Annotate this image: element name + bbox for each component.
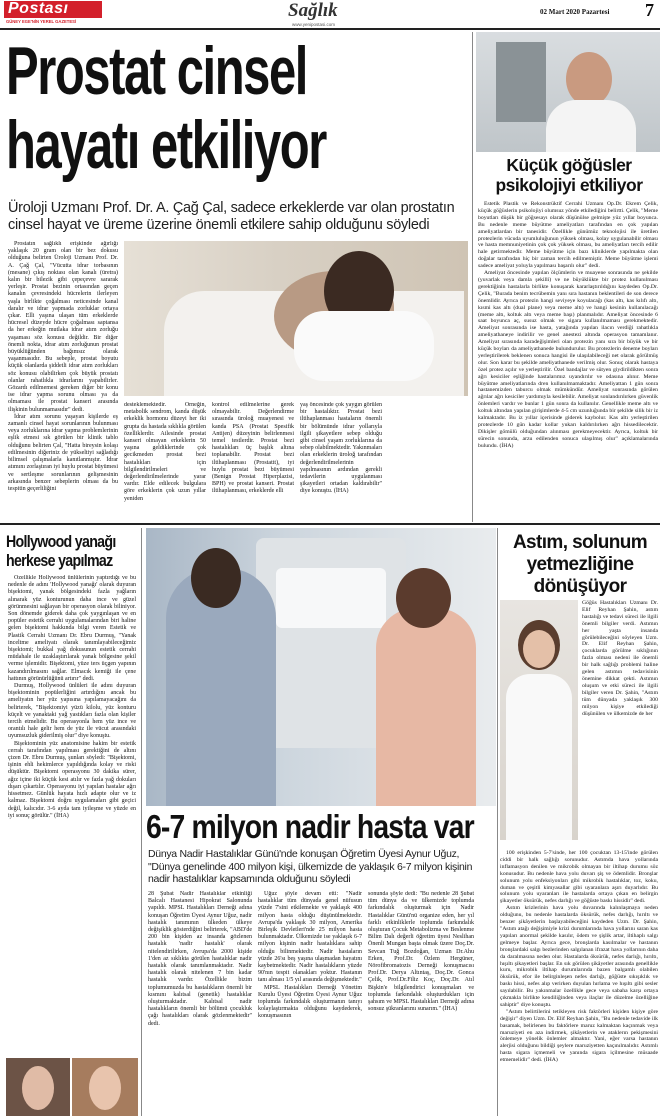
asthma-body-narrow: Göğüs Hastalıkları Uzmanı Dr. Elif Reyhan Şahin, astım hastalığı ve tedavi süreci ile ilgili önemli bilgiler verdi. Astımın her yaşta insanda görülebileceğini söyleyen Uzm. Dr. Elif Reyhan Şahin, çocuklarda görülme sıklığının fazla olması nedeni ile önemli bir halk sağlığı problemi haline gelen astımın tedavisinin önemine dikkat çekti. Astımın oluşum ve etki süreci ile ilgili bilgiler veren Dr. Şahin, "Astım tüm dünyada yaklaşık 300 milyon kişiye etkilediği düşünülen ve ülkemizde de her (582, 600, 658, 717)
hollywood-paragraph: Özellikle Hollywood ünlülerinin yaptırdığı ve bu nedenle de adını 'Hollywood yanağı' olarak duyuran bişektomi, yanak bölgesindeki fazla yağların alınarak yüz konturunun daha ince ve güzel görünmesini sağlayan bir operasyon olarak biliniyor. Son dönemde giderek daha çok yaygınlaşan ve en popüler estetik cerrahi uygulamalarından biri haline gelen bişektomi hakkında bilgi veren Estetik ve Plastik Cerrahi Uzmanı Dr. Ebru Durmuş, "Yanak inceltme ameliyatı olarak tanımlayabileceğimiz bişektomi; bukkal yağ dokusunun estetik cerrahi müdahale ile uzaklaştırılarak yanak bölgesine şekil verme işlemidir. Bişektomi, yüze ters üçgen yapının kazandırılmasını sağlar. Elmacık kemiği ile çene hattının görünürlüğünü artırır" dedi. (8, 575, 136, 682)
asthma-paragraph: 100 erişkinden 5-7'sinde, her 100 çocuktan 13-15'inde görülen ciddi bir halk sağlığı sorunudur. Astımda hava yollarında inflamasyon denilen ve mikrobik olmayan bir iltihap durumu söz konusudur. Bu nedenle hava yolu duvarı şiş ve ödemlidir. Bronşlar solunum yolu enfeksiyonları gibi mikrobik hastalıklar, toz, koku, duman ve çeşitli kimyasallar gibi uyaranlara aşırı duyarlıdır. Bu solunum yolu uyaranları ile hastalarda ortaya çıkan en belirgin şikayetler öksürük, nefes darlığı ve göğüste baskı hissidir" dedi. (500, 850, 658, 905)
section-divider (0, 523, 660, 525)
website: www.yenipostasi.com (292, 22, 336, 27)
page-number: 7 (645, 0, 654, 20)
logo-subtitle: GÜNEY EGE'NİN YEREL GAZETESİ (6, 19, 77, 24)
rare-column-2 (258, 891, 362, 1115)
hollywood-body (8, 575, 136, 1053)
hollywood-paragraph: Durmuş, Hollywood ünlüleri ile adını duyuran bişektominin popülerliğini artırdığını ancak bu ameliyatın her yüz yapısına yapılamayacağını da belirterek, "Bişektomiyi yüzü kilolu, yüz konturu küçelt ve yanaktaki yağ yastıkları fazla olan kişiler tercih etmelidir. Bu operasyonla hem yüz ince ve orantılı hale gelir hem de yüz ile vücut arasındaki uyumsuzluk giderilmiş olur" diye konuştu. (8, 683, 136, 740)
asthma-headline-line-1: Astım, solunum (512, 532, 648, 553)
breast-headline-line-2: psikolojiyi etkiliyor (495, 175, 643, 195)
issue-date: 02 Mart 2020 Pazartesi (540, 8, 610, 16)
rare-deck: Dünya Nadir Hastalıklar Günü'nde konuşan Öğretim Üyesi Aynur Uğuz, "Dünya genelinde 400 milyon kişi, ülkemizde de yaklaşık 6-7 milyon kişinin nadir hastalıklar kapsamında olduğunu söyledi (148, 848, 473, 885)
rare-headline: 6-7 milyon nadir hasta var (146, 808, 474, 845)
asthma-paragraph: Astım krizlerinin hava yolu duvarında kalınlaşmaya neden olduğunu, bu nedenle hastalarda öksürük, nefes darlığı, hırıltı ve benzer şikâyetlerin başlayabileceğini kaydeden Uzm. Dr. Şahin, "Astım atağı değişimiyle krizi durumlarında hava yollarını saran kas yapıları anormal şekilde kasılır, ödem ve şişlik artar, iltihaplı salgı gelmeye başlar. Ayrıca gece, bronşlarda kasılmalar ve hastanın bronşlardaki salgı bezlerinden salgılanan ifrazat hava yollarının daha da daralmasına neden olur. Hastalarda öksürük, nefes darlığı, hırıltı, hışıltı şikayetleri başlar. En sık görülen şikâyetler arasında genellikle kuru, mikrobik iltihap durumlarında bazen balgamlı olabilen öksürük, efor ile belirginleşen nefes darlığı, göğüste sıkışıklık ve baskı hissi, nefes alıp verirken duyulan hırlama ve hışıltı gibi sesler sayılabilir. Bu yakınmalar özellikle gece veya sabaha karşı ortaya çıkmakla birlikte kendiliğinden veya ilaçlar ile düzelme özelliğine sahiptir" diye konuştu. (500, 905, 658, 1008)
asthma-paragraph: "Astım belirtilerini tetikleyen risk faktörleri kişiden kişiye göre değişir" diyen Uzm. Dr. Elif Reyhan Şahin, "Bu nedenle tedavide ilk basamak, belirlenen bu faktörlere maruz kalmaktan kaçınmak veya maruziyeti en aza indirmek, şikâyetlerin ve ataklerın pekişmesini önlemeye yönelik önlemler almaktır. Yani, eğer varsa hastanın alerjisi olduğunu bildiği şeylere maruziyetten kaçınılmalıdır. Astımlı hasta sigara içmemeli ve yanında sigara içilmesine müsaade etmemelidir" dedi. (İHA) (500, 1008, 658, 1064)
doctor-photo (476, 32, 660, 152)
breast-paragraph: Estetik Plastik ve Rekonstrüktif Cerrahi Uzmanı Op.Dr. Ekrem Çelik, küçük göğüslerin psikolojiyi olumsuz yönde etkilediğini belirtti. Çelik, "Meme boyutları düşük bir göğsesayı olarak düşünülse gelmişte yüz yıllar boyunca. Bu nedenle meme büyütme ameliyatları tarafından en çok yapılan ameliyatlardan bir tanesidir. Özellikle günümüz teknolojisi ile üretilen protezlerin vücuda uyumluluğunun yüksek olması, kolay uygulanabilir olması ve hasta memnuniyetinin çok çok yüksek olması, bu ameliyatları tercih edilir hale getirmektedir. Meme büyütme için bazı kliniklerde yapılmakta olan doğalar tarafından hiç bir zaman tercih edilmemiştir. Meme büyütme işlemi sadece ameliyat yoluyla yapılması başarılı olur" dedi. (478, 201, 658, 270)
hollywood-paragraph: Bişektominin yüz anatomisine hakim bir estetik cerrah tarafından yapılması gerektiğini de altını çizen Dr. Ebru Durmuş, şunları söyledi: "Bişektomi, işinin ehli hekimlerce yapıldığında kolay ve riski düşüktür. Bişektomi operasyonu 30 dakika sürer, ağız içine iki küçük kesi atılır ve fazla yağ dokuları dışarı çıkartılır. Operasyonu iyi yapılan hastalar ağrı hissetmez. Günlük hayata hızlı adapte olur ve iz kalmaz. Bişektomi doğru uygulamaları gibi geçici değil, kalıcıdır. 3-6 ayda tam iyileşme ve yüzde en iyi sonuç görülür." (İHA) (8, 740, 136, 819)
face-photo-left (6, 1058, 70, 1116)
prostate-headline (6, 34, 337, 182)
breast-paragraph: Ameliyat öncesinde yapılan ölçümlerin ve muayene sonrasında ne şekilde (yuvarlak veya damla şekilli) ve ne büyüklükte bir protez kullanılması gerektiğinin hastalarla birlikte konuşarak kararlaştırıldığını kaydeden Op.Dr. Çelik, "Burada benim tecrübemin yanı sıra hastanın beklentileri de son derece önemlidir. Ayrıca protezin hangi seviyeye koyulacağı (kas altı, kas kılıfı altı, kısmi kas altı (dual plane) veya meme altı) ve hangi kesinin kullanılacağı (meme altı, koltuk altı veya meme başı) planmalıdır. Ameliyat öncesinde 6 saat boyunca aç, susuz olmak ve sigara kullanılmaması gerekmektedir. Ameliyat sonrasında ise hasta, yatağında yapılan ilacın verdiği rahatlıkla ameliyathaneye indirilir ve genel anestezi altında operasyon tamamlanır. Ameliyat sırasında karadeğişimleri olan protezin yanı sıra bir büyük ve bir küçük boyları da ameliyathanede bulundurulur. Bu protezlerin deneme boyları yerleştirilerek beklenen sonuca hangisi ile ulaşılabileceği net olarak görülmüş olur. Son karar bu şekilde ameliyathanede verilmiş olur. Sonuç olarak hastaya özel protez açılır ve yerleştirilir. Özel bandajlar ve sütyen giydirildikten sonra ağrı kesiciler eşliğinde hastalarımız uyandırılır ve odasına alınır. Meme büyütme ameliyatlarında dren kullanılmamaktadır. Ameliyattan 1 gün sonra hastanemizden taburcu olmak mümkündür. Ameliyat sonrasında görülen ağrılar ağrı kesiciler yardımıyla kesilebilir. Ameliyat sonlandırılırken güvenlik önlemleri vardır ve bunlar 1 gün sonra da kullanılır. Genellikle meme altı ve koltuk altından yapılan girişimlerde 4-5 cm uzunluğunda bir şekilde silik bir iz kalmaktadır. Bu iz yıllar içerisinde giderek kaybolur. Kas altı yerleştirilen protezlerde 10 gün kadar kollar yukarı kaldırılırken ağrı hissedilecektir. Dikişler gömülü olduğundan alınması gerekmeyecektir. Ayrıca, koltuk bir sürecin sonunda, arzu edilenden sonuca ulaşılmış olur" açıklamalarında bulundu. (İHA) (478, 270, 658, 449)
rare-col2-paragraph: MPSL Hastalıkları Derneği Yönetim Kurulu Üyesi Öğretim Üyesi Aynur Uğuz toplumda farkındalık oluşturmanın tanıyı kolaylaştırmakta olduğunu kaydederek, konuşmasının (258, 984, 362, 1020)
rare-column-1: 28 Şubat Nadir Hastalıklar etkinliği Balcalı Hastanesi Hipokrat Salonunda yapıldı. MPSL Hastalıkları Derneği adına konuşan Öğretim Üyesi Aynur Uğuz, nadir hastalık tanımının ülkeden ülkeye değişiklik gösterdiğini belirterek, "ABD'de 200 bin kişiden az insanda gözlenen hastalık 'nadir hastalık' olarak nitelendirilirken, Avrupa'da 2000 kişide 1'den az sıklıkta görülen hastalıklar nadir hastalık olarak tanımlanmaktadır. Nadir hastalık olarak nitelenen 7 bin kadar hastalık vardır. Özellikle bizim toplumumuzda bu hastalıkların önemli bir kısmını kalıtsal (genetik) hastalıklar oluşturmaktadır. Kalıtsal nadir hastalıkların önemli bir bölümü çocukluk çağı hastalıkları olarak gözlenmektedir" dedi. (148, 891, 252, 1027)
rare-column-3: sonunda şöyle dedi: "Bu nedenle 28 Şubat tüm dünya da ve ülkemizde toplumda farkındalık oluşturmak için Nadir Hastalıklar Günü'nü organize eden, her yıl farklı etkinliklerle toplumda farkındalık oluşturan Çocuk Metabolizma ve Beslenme Bilim Dalı değerli öğretim üyesi Neslihan Önenli Mungan başta olmak üzere Doç.Dr. Sevcan Tuğ Bozdoğan, Uzman Dr.Ahu Erken, Prof.Dr. Özlem Hergüner, Nörofibromatozis Derneği konuşmacısı Prof.Dr. Derya Altıntaş, Doç.Dr. Gonca Çelik, Prof.Dr.Filiz Koç, Doç.Dr. Atıl Bişkin'e bilgilendirici konuşmaları ve toplumda farkındalık oluşturdukları için şahsım ve MPSL Hastalıkları Derneği adına sonsuz şükranlarımı sunarım." (İHA) (368, 891, 474, 1013)
breast-headline-line-1: Küçük göğüsler (506, 155, 632, 175)
hollywood-headline (6, 533, 122, 571)
asthma-headline-line-2: yetmezliğine (526, 554, 634, 575)
rare-col2-paragraph: Uğuz şöyle devam etti: "Nadir hastalıklar tüm dünyada genel nüfusun yüzde 7'sini etkilemekte ve yaklaşık 400 milyon hasta olduğu düşünülmektedir. Avrupa'da yaklaşık 30 milyon, Amerika Birleşik Devletleri'nde 25 milyon hasta bulunmaktadır. Ülkemizde ise yaklaşık 6-7 milyon kişinin nadir hastalıklara sahip olduğu bilinmektedir. Nadir hastaların yüzde 26'sı beş yaşına ulaşmadan hayatını kaybetmektedir. Nadir hastalıkların yüzde 90'nın tespit olanakları yoktur. Hastanın tanı alması 1/5 yıl arasında değişmektedir." (258, 891, 362, 984)
section-title: Sağlık (288, 0, 338, 21)
prostate-headline-line-1: Prostat cinsel (6, 33, 307, 109)
column-divider (141, 528, 142, 1116)
asthma-body-wide (500, 850, 658, 1116)
prostate-column-2: desteklemektedir. Örneğin, metabolik sendrom, kanda düşük erkeklik hormonu düzeyi her iki grupta da hastada sıklıkla görülen özelliklerdir. Ailesinde prostat kanseri olmayan erkeklerin 50 yaşına geldiklerinde çok gecikmeden prostat bezi hastalıkları için bilgilendirilmeleri ve değerlendirilmelerinde yarar vardır. Elde edilecek bulgulara göre erkeklerin çok uzun yıllar yeniden (124, 402, 206, 502)
asthma-headline (500, 532, 660, 598)
mammography-photo (146, 528, 496, 806)
hollywood-headline-line-2: herkese yapılmaz (6, 552, 113, 570)
hollywood-headline-line-1: Hollywood yanağı (6, 533, 116, 551)
prostate-column-1 (8, 241, 118, 518)
prostate-col1-paragraph: İdrar atım sorunu yaşayan kişilerde eş zamanlı cinsel hayat sorunlarının bulunması veya zorluklarına idrar yapma problemlerinin eşlik etmesi sık görülen bir klinik tablo olduğunu belirten Çal, "Hatta bireysin kolaşı edilmesinin diğeriniz de yükseltiyi sağladığı bilimsel çalışmalarla kanıtlanmıştır. İdrar atımını zorlaştıran iyi huylu prostat büyümesi ve sertleşme sorunlarının gelişmesinin arkasında benzer sebeplerin olması da bu tespitin geçerliliğini (8, 413, 118, 492)
asthma-headline-line-3: dönüşüyor (533, 576, 627, 597)
breast-body (478, 201, 658, 518)
face-photo-right (72, 1058, 138, 1116)
breast-headline (478, 155, 660, 195)
asthma-doctor-photo (500, 600, 578, 840)
prostate-headline-line-2: hayatı etkiliyor (6, 107, 326, 183)
prostate-col1-paragraph: Prostatın sağlıklı erişkinde ağırlığı yaklaşık 20 gram olan bir bez dokusu olduğuna belirten Üroloji Uzmanı Prof. Dr. A. Çağ Çal, "Vücutta idrar torbasının (mesane) çıkış noktası olan kanalı (üretra) kalın bir bilezik gibi çepeçevre sararak yerleşir. Prostat bezinin ortasından geçen kanalın çevresindeki hücrelerin ilerleyen yaşla birlikte çoğalması neticesinde kanal daralır ve idrar yapmada zorluklar ortaya çıkar. Elli yaşına ulaşan tüm erkeklerde hücresel düzeyde hücre çoğalması saptansa da her erkeğin mutlaka idrar atım zorluğu yaşaması söz konusu değildir. Bir diğer önemli nokta, idrar atım zorluğunun prostat büyüklüğünden bağımsız olarak yaşanmasıdır. Bu sebeple, prostat boyutu küçük olanlarda şiddetli idrar atım zorlukları söz konusu olabilirken çok büyük prostatı olanlar rahatlıkla idrarlarını yapabilirler. Gözardı edilmemesi gereken diğer bir konu ise idrar yapma sorunu olması ya da olmaması ile prostat kanseri arasında ilişkinin bulunmamasıdır" dedi. (8, 241, 118, 413)
column-divider (497, 528, 498, 1116)
prostate-column-3: kontrol edilmelerine gerek olmayabilir. Değerlendirme sırasında üroloğ muayenesi ve kanda PSA (Prostat Spesifik Antijen) düzeyinin belirlenmesi temel testlerdir. Prostat bezi hastalıkları üç başlık altına toplanabilir. Prostat bezi iltihaplanması (Prostatit), iyi huylu prostat bezi büyümesi (Benign Prostat Hiperplazisi, BPH) ve prostat kanseri. Prostat iltihaplanması, erkeklerde elli (212, 402, 294, 495)
prostate-deck: Üroloji Uzmanı Prof. Dr. A. Çağ Çal, sadece erkeklerde var olan prostatın cinsel hayat ve üreme üzerine önemli etkilere sahip olduğunu söyledi (8, 200, 455, 233)
logo-text: Postası (8, 0, 69, 17)
masthead-rule (0, 28, 660, 30)
prostate-column-4: yaş öncesinde çok yaygın görülen bir hastalıktır. Prostat bezi iltihaplanması hastaların önemli bir bölümünde idrar yollarıyla ilgili şikayetlere sebep olduğu gibi cinsel yaşam zorluklarına da sebep olabilmektedir. Yakınmaları olan erkeklerin üroloğ tarafından değerlendirilmelerinin yapılmasının ardından gerekli tedavilerin uygulanması şikayetleri ortadan kaldırabilir" diye konuştu. (İHA) (300, 402, 382, 495)
column-divider (472, 32, 473, 522)
masthead (0, 0, 660, 30)
prostate-photo (124, 241, 468, 396)
